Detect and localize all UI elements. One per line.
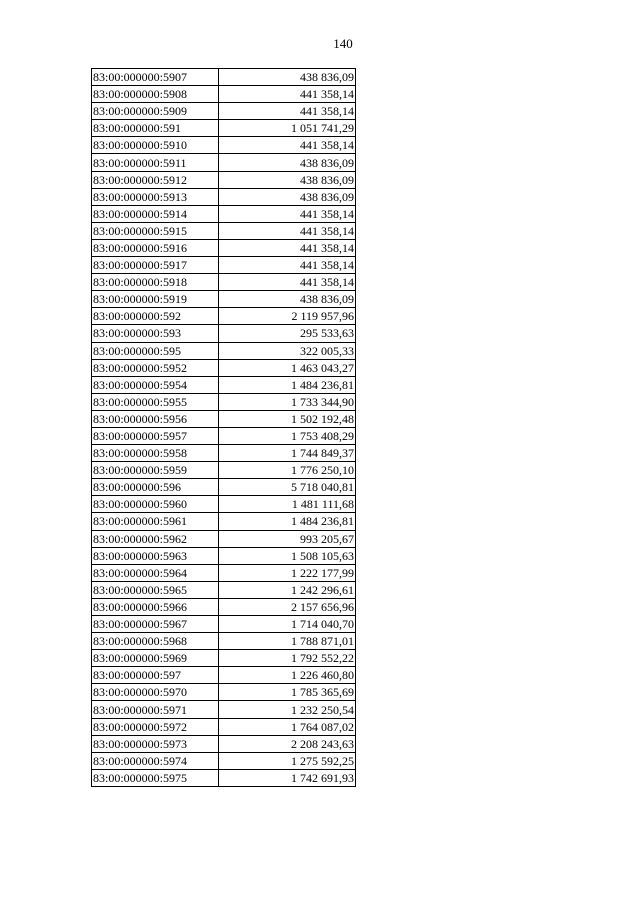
table-row [92,701,356,718]
cadastral-number-cell: 83:00:000000:591 [92,120,219,137]
table-row [92,547,356,564]
cadastral-value-cell: 441 358,14 [219,239,356,256]
cadastral-value-cell: 1 222 177,99 [219,564,356,581]
cadastral-number-cell: 83:00:000000:5972 [92,718,219,735]
table-row [92,496,356,513]
cadastral-value-cell: 1 275 592,25 [219,752,356,769]
cadastral-number-cell: 83:00:000000:5969 [92,650,219,667]
cadastral-number-cell: 83:00:000000:5952 [92,359,219,376]
cadastral-value-cell: 1 753 408,29 [219,427,356,444]
cadastral-number-cell: 83:00:000000:5955 [92,393,219,410]
table-row [92,205,356,222]
cadastral-value-cell: 438 836,09 [219,188,356,205]
cadastral-value-cell: 1 792 552,22 [219,650,356,667]
table-row [92,308,356,325]
cadastral-value-cell: 441 358,14 [219,103,356,120]
cadastral-value-cell: 1 502 192,48 [219,410,356,427]
cadastral-value-cell: 1 742 691,93 [219,769,356,786]
table-row [92,120,356,137]
table-row [92,325,356,342]
cadastral-number-cell: 83:00:000000:5917 [92,257,219,274]
cadastral-number-cell: 83:00:000000:595 [92,342,219,359]
cadastral-value-cell: 2 119 957,96 [219,308,356,325]
table-row [92,633,356,650]
cadastral-number-cell: 83:00:000000:5908 [92,86,219,103]
table-row [92,735,356,752]
table-row [92,667,356,684]
cadastral-number-cell: 83:00:000000:5918 [92,274,219,291]
cadastral-value-cell: 441 358,14 [219,86,356,103]
table-row [92,410,356,427]
cadastral-value-cell: 1 785 365,69 [219,684,356,701]
cadastral-value-cell: 295 533,63 [219,325,356,342]
cadastral-number-cell: 83:00:000000:5919 [92,291,219,308]
cadastral-number-cell: 83:00:000000:5974 [92,752,219,769]
cadastral-number-cell: 83:00:000000:5975 [92,769,219,786]
table-row [92,684,356,701]
cadastral-value-table [91,68,356,787]
cadastral-number-cell: 83:00:000000:597 [92,667,219,684]
table-row [92,86,356,103]
table-row [92,274,356,291]
cadastral-value-cell: 2 208 243,63 [219,735,356,752]
cadastral-number-cell: 83:00:000000:5915 [92,222,219,239]
cadastral-number-cell: 83:00:000000:5967 [92,616,219,633]
cadastral-value-cell: 441 358,14 [219,205,356,222]
table-row [92,103,356,120]
table-row [92,137,356,154]
cadastral-value-cell: 1 764 087,02 [219,718,356,735]
cadastral-number-cell: 83:00:000000:593 [92,325,219,342]
table-row [92,530,356,547]
cadastral-number-cell: 83:00:000000:5912 [92,171,219,188]
cadastral-number-cell: 83:00:000000:5970 [92,684,219,701]
cadastral-value-cell: 322 005,33 [219,342,356,359]
cadastral-number-cell: 83:00:000000:5968 [92,633,219,650]
table-row [92,427,356,444]
table-row [92,513,356,530]
table-row [92,616,356,633]
table-row [92,479,356,496]
table-body [92,69,356,787]
table-row [92,445,356,462]
table-row [92,257,356,274]
cadastral-value-cell: 1 463 043,27 [219,359,356,376]
cadastral-number-cell: 83:00:000000:5966 [92,598,219,615]
cadastral-value-cell: 1 242 296,61 [219,581,356,598]
cadastral-value-cell: 1 226 460,80 [219,667,356,684]
cadastral-value-cell: 438 836,09 [219,154,356,171]
table-row [92,154,356,171]
table-row [92,69,356,86]
cadastral-number-cell: 83:00:000000:5911 [92,154,219,171]
cadastral-number-cell: 83:00:000000:5971 [92,701,219,718]
table-row [92,222,356,239]
cadastral-value-cell: 5 718 040,81 [219,479,356,496]
table-row [92,393,356,410]
cadastral-number-cell: 83:00:000000:5962 [92,530,219,547]
table-row [92,564,356,581]
table-row [92,598,356,615]
cadastral-value-cell: 1 508 105,63 [219,547,356,564]
cadastral-number-cell: 83:00:000000:5916 [92,239,219,256]
table-row [92,171,356,188]
cadastral-value-cell: 1 776 250,10 [219,462,356,479]
cadastral-number-cell: 83:00:000000:592 [92,308,219,325]
cadastral-number-cell: 83:00:000000:5973 [92,735,219,752]
table-row [92,342,356,359]
table-row [92,752,356,769]
table-row [92,462,356,479]
table-row [92,650,356,667]
cadastral-number-cell: 83:00:000000:5959 [92,462,219,479]
cadastral-value-cell: 441 358,14 [219,222,356,239]
cadastral-number-cell: 83:00:000000:5910 [92,137,219,154]
cadastral-value-cell: 1 484 236,81 [219,513,356,530]
table-row [92,376,356,393]
cadastral-number-cell: 83:00:000000:596 [92,479,219,496]
cadastral-number-cell: 83:00:000000:5957 [92,427,219,444]
cadastral-value-cell: 1 484 236,81 [219,376,356,393]
cadastral-number-cell: 83:00:000000:5961 [92,513,219,530]
cadastral-value-cell: 1 788 871,01 [219,633,356,650]
table-row [92,718,356,735]
cadastral-value-cell: 438 836,09 [219,291,356,308]
cadastral-value-cell: 2 157 656,96 [219,598,356,615]
cadastral-value-cell: 1 744 849,37 [219,445,356,462]
cadastral-value-cell: 438 836,09 [219,171,356,188]
table-row [92,581,356,598]
cadastral-value-cell: 1 051 741,29 [219,120,356,137]
table-row [92,188,356,205]
cadastral-number-cell: 83:00:000000:5956 [92,410,219,427]
table-row [92,769,356,786]
cadastral-number-cell: 83:00:000000:5958 [92,445,219,462]
cadastral-number-cell: 83:00:000000:5913 [92,188,219,205]
cadastral-value-cell: 441 358,14 [219,257,356,274]
cadastral-number-cell: 83:00:000000:5914 [92,205,219,222]
cadastral-value-cell: 441 358,14 [219,137,356,154]
cadastral-value-cell: 1 733 344,90 [219,393,356,410]
cadastral-number-cell: 83:00:000000:5965 [92,581,219,598]
cadastral-number-cell: 83:00:000000:5954 [92,376,219,393]
cadastral-number-cell: 83:00:000000:5964 [92,564,219,581]
cadastral-value-cell: 1 232 250,54 [219,701,356,718]
cadastral-value-cell: 993 205,67 [219,530,356,547]
cadastral-number-cell: 83:00:000000:5909 [92,103,219,120]
cadastral-value-cell: 1 714 040,70 [219,616,356,633]
table-row [92,359,356,376]
page-number: 140 [333,36,353,51]
cadastral-value-cell: 1 481 111,68 [219,496,356,513]
cadastral-number-cell: 83:00:000000:5960 [92,496,219,513]
cadastral-number-cell: 83:00:000000:5963 [92,547,219,564]
table-row [92,291,356,308]
table-row [92,239,356,256]
cadastral-value-cell: 438 836,09 [219,69,356,86]
cadastral-number-cell: 83:00:000000:5907 [92,69,219,86]
cadastral-value-cell: 441 358,14 [219,274,356,291]
